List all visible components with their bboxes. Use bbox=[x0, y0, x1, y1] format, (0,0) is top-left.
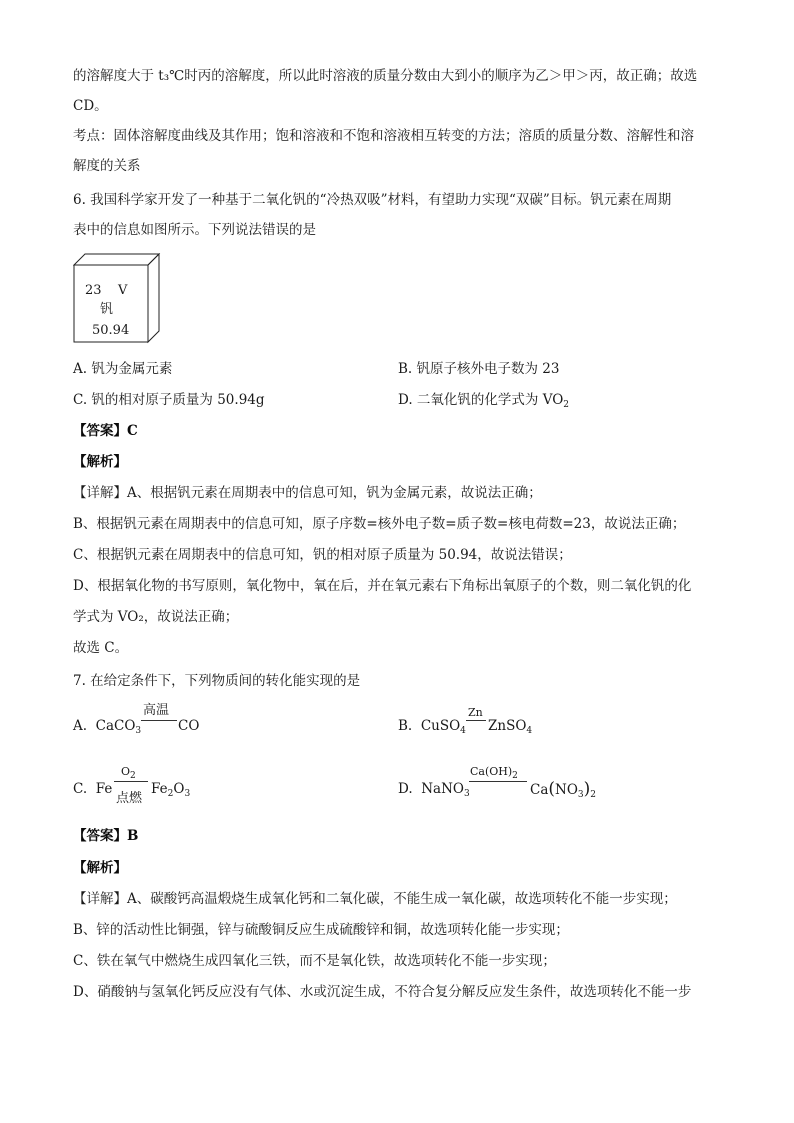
q7-product: $Fe_2O_3$ bbox=[151, 781, 191, 799]
element-atomic-number: 23 bbox=[85, 283, 102, 298]
element-name: 钒 bbox=[100, 302, 114, 317]
q7-option-c: C. Fe bbox=[73, 781, 113, 797]
q7-product: CO bbox=[178, 718, 200, 734]
explanation-line: 【详解】A、碳酸钙高温煅烧生成氧化钙和二氧化碳，不能生成一氧化碳，故选项转化不能一步实现； bbox=[73, 891, 677, 907]
text-line: 考点：固体溶解度曲线及其作用；饱和溶液和不饱和溶液相互转变的方法；溶质的质量分数、溶解性和溶 bbox=[73, 128, 694, 144]
reaction-condition: 点燃 bbox=[116, 791, 143, 806]
analysis-label: 【解析】 bbox=[73, 860, 127, 876]
reaction-condition: $O_2$ bbox=[121, 765, 136, 781]
explanation-line: 学式为 VO₂，故说法正确； bbox=[73, 609, 239, 625]
explanation-line: 【详解】A、根据钒元素在周期表中的信息可知，钒为金属元素，故说法正确； bbox=[73, 485, 542, 501]
option-c: C. 钒的相对原子质量为 50.94g bbox=[73, 392, 265, 408]
element-atomic-mass: 50.94 bbox=[92, 323, 130, 338]
explanation-line: C、铁在氧气中燃烧生成四氧化三铁，而不是氧化铁，故选项转化不能一步实现； bbox=[73, 953, 556, 969]
explanation-line: 故选 C。 bbox=[73, 640, 129, 656]
explanation-line: D、根据氧化物的书写原则，氧化物中，氧在后，并在氧元素右下角标出氧原子的个数，则二氧化钒的化 bbox=[73, 578, 692, 594]
analysis-label: 【解析】 bbox=[73, 454, 127, 470]
q7-product: $Ca(NO_3)_2$ bbox=[530, 779, 597, 800]
reaction-arrow bbox=[469, 781, 527, 782]
text-line: CD。 bbox=[73, 98, 108, 114]
answer-label: 【答案】B bbox=[73, 828, 139, 844]
reaction-condition: Zn bbox=[468, 706, 483, 719]
q7-option-d: D. NaNO$_3$ bbox=[398, 781, 470, 799]
text-line: 解度的关系 bbox=[73, 158, 141, 174]
reaction-arrow bbox=[141, 720, 177, 721]
option-a: A. 钒为金属元素 bbox=[73, 361, 173, 377]
option-b: B. 钒原子核外电子数为 23 bbox=[398, 361, 560, 377]
q7-option-b: B. CuSO$_4$ bbox=[398, 718, 466, 736]
reaction-arrow bbox=[466, 720, 486, 721]
reaction-condition: 高温 bbox=[143, 703, 170, 718]
question-7-stem: 7. 在给定条件下，下列物质间的转化能实现的是 bbox=[73, 673, 361, 689]
explanation-line: D、硝酸钠与氢氧化钙反应没有气体、水或沉淀生成，不符合复分解反应发生条件，故选项转化不能一步 bbox=[73, 984, 692, 1000]
reaction-arrow bbox=[114, 781, 148, 782]
element-symbol: V bbox=[118, 283, 128, 298]
question-6-stem: 6. 我国科学家开发了一种基于二氧化钒的“冷热双吸”材料，有望助力实现“双碳”目标。钒元素在周期 bbox=[73, 192, 672, 208]
explanation-line: C、根据钒元素在周期表中的信息可知，钒的相对原子质量为 50.94，故说法错误； bbox=[73, 547, 572, 563]
option-d: D. 二氧化钒的化学式为 $VO_2$ bbox=[398, 392, 570, 410]
reaction-condition: $Ca(OH)_2$ bbox=[470, 765, 518, 781]
q7-product: ZnSO$_4$ bbox=[488, 718, 533, 736]
explanation-line: B、根据钒元素在周期表中的信息可知，原子序数=核外电子数=质子数=核电荷数=23，故说法正确； bbox=[73, 516, 686, 532]
answer-label: 【答案】C bbox=[73, 423, 138, 439]
explanation-line: B、锌的活动性比铜强，锌与硫酸铜反应生成硫酸锌和铜，故选项转化能一步实现； bbox=[73, 922, 569, 938]
question-6-stem: 表中的信息如图所示。下列说法错误的是 bbox=[73, 222, 316, 238]
text-line: 的溶解度大于 t₃℃时丙的溶解度，所以此时溶液的质量分数由大到小的顺序为乙＞甲＞丙，故正确；故选 bbox=[73, 68, 698, 84]
q7-option-a: A. CaCO$_3$ bbox=[73, 718, 142, 736]
